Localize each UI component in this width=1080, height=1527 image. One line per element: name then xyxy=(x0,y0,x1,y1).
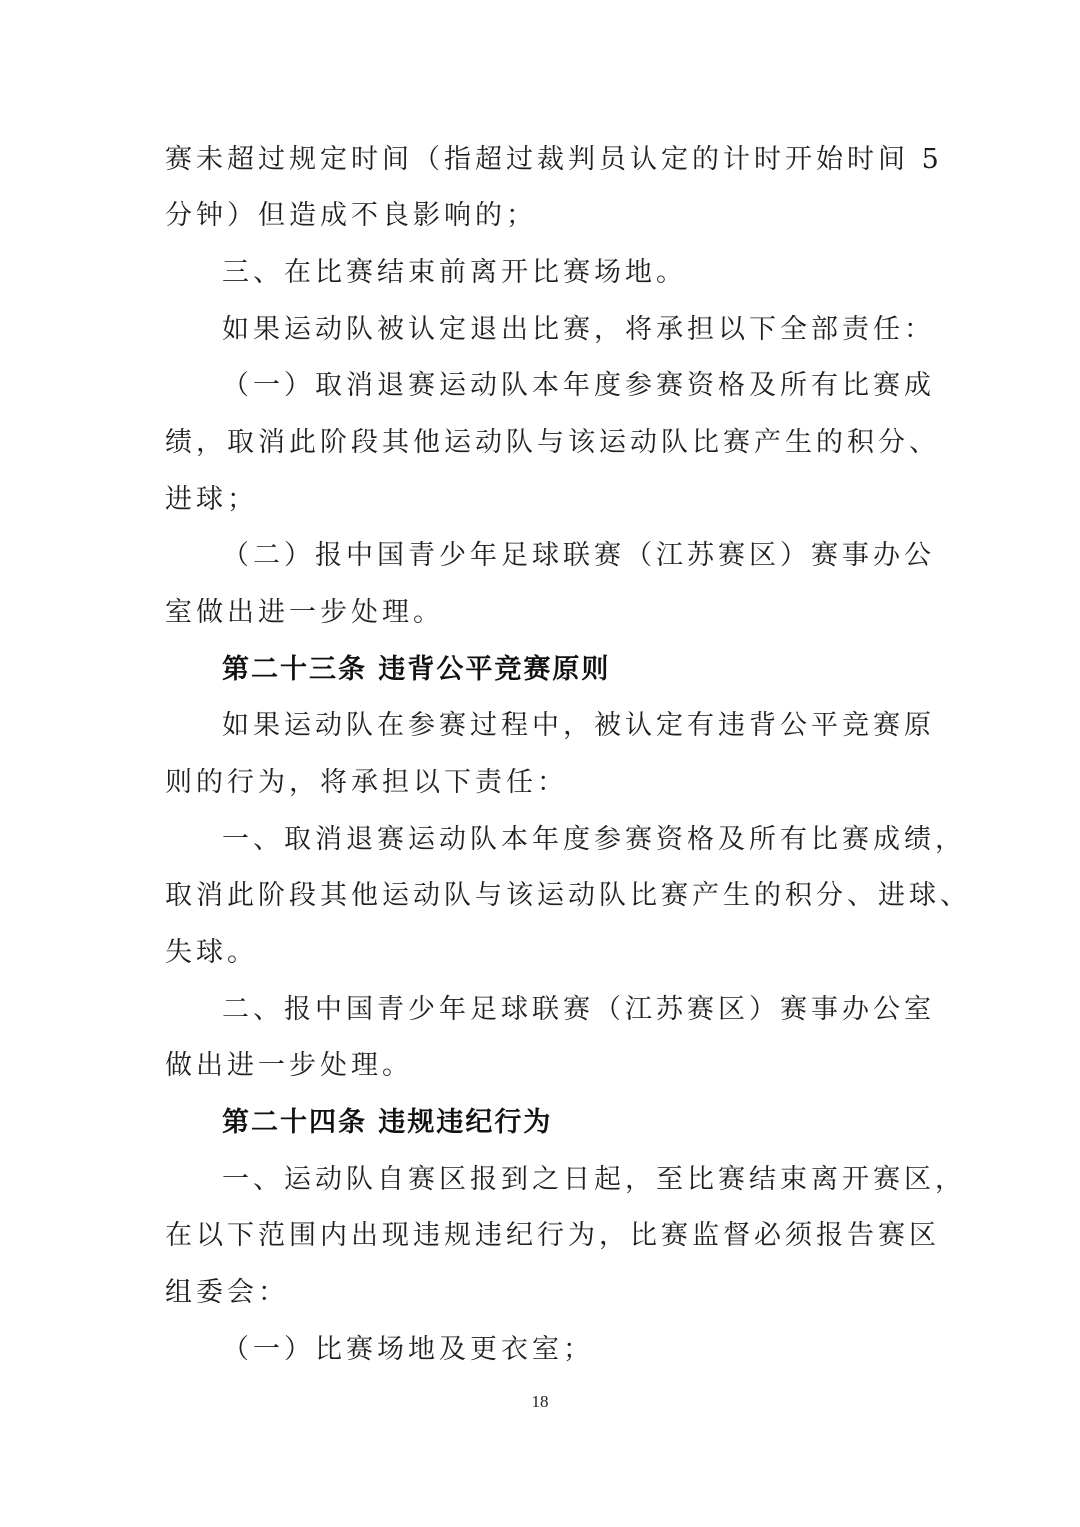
body-line: 如果运动队被认定退出比赛，将承担以下全部责任： xyxy=(222,314,935,345)
body-line: 进球； xyxy=(165,484,258,515)
body-line: 组委会： xyxy=(165,1277,289,1308)
page-number: 18 xyxy=(531,1392,549,1411)
body-line: 绩，取消此阶段其他运动队与该运动队比赛产生的积分、 xyxy=(165,427,940,458)
article-heading: 第二十三条 违背公平竞赛原则 xyxy=(222,654,611,685)
article-heading: 第二十四条 违规违纪行为 xyxy=(222,1107,553,1138)
body-line: 赛未超过规定时间（指超过裁判员认定的计时开始时间 5 xyxy=(165,144,943,175)
body-line: 失球。 xyxy=(165,937,258,968)
body-line: 如果运动队在参赛过程中，被认定有违背公平竞赛原 xyxy=(222,710,935,741)
body-line: 一、取消退赛运动队本年度参赛资格及所有比赛成绩， xyxy=(222,824,966,855)
body-line: 取消此阶段其他运动队与该运动队比赛产生的积分、进球、 xyxy=(165,880,971,911)
body-line: 分钟）但造成不良影响的； xyxy=(165,200,537,231)
body-line: 在以下范围内出现违规违纪行为，比赛监督必须报告赛区 xyxy=(165,1220,940,1251)
body-line: （一）取消退赛运动队本年度参赛资格及所有比赛成 xyxy=(222,370,935,401)
body-line: 三、在比赛结束前离开比赛场地。 xyxy=(222,257,687,288)
body-line: 一、运动队自赛区报到之日起，至比赛结束离开赛区， xyxy=(222,1164,966,1195)
body-line: 则的行为，将承担以下责任： xyxy=(165,767,568,798)
body-line: （二）报中国青少年足球联赛（江苏赛区）赛事办公 xyxy=(222,540,935,571)
body-line: 做出进一步处理。 xyxy=(165,1050,413,1081)
body-line: 二、报中国青少年足球联赛（江苏赛区）赛事办公室 xyxy=(222,994,935,1025)
body-line: 室做出进一步处理。 xyxy=(165,597,444,628)
body-line: （一）比赛场地及更衣室； xyxy=(222,1334,594,1365)
